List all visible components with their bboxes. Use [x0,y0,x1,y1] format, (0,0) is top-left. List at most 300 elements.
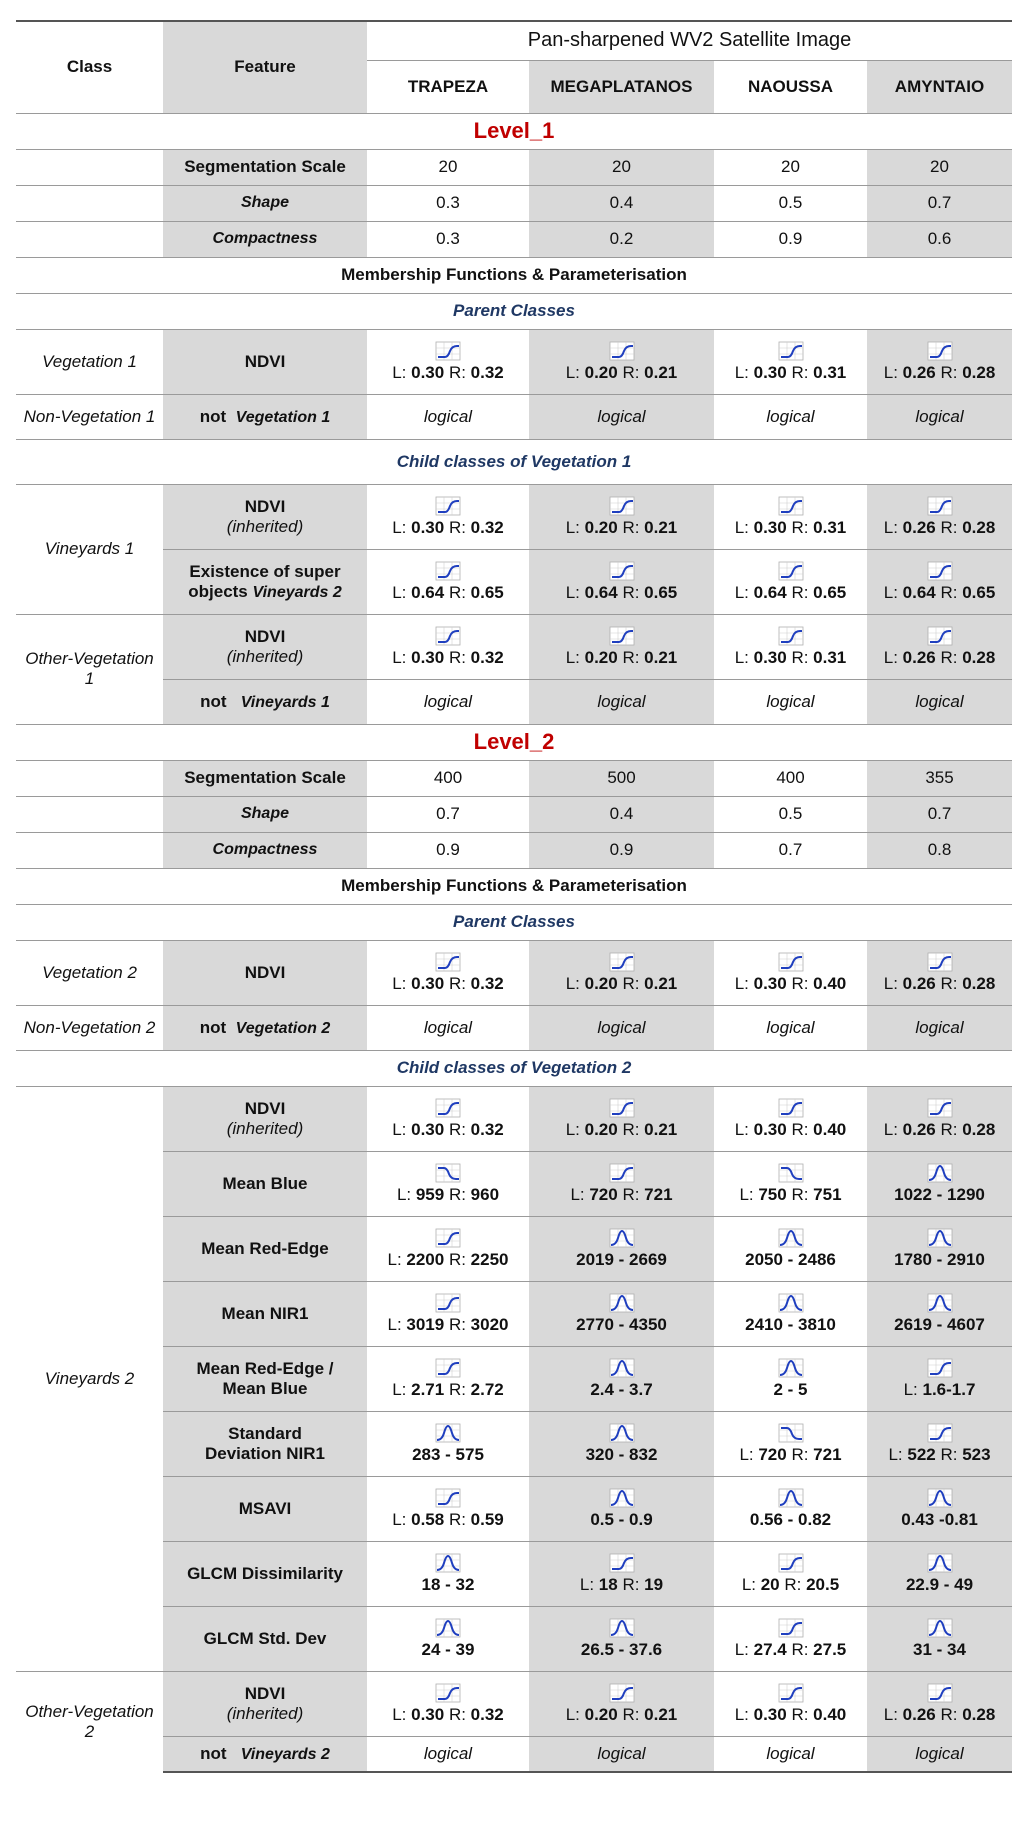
membership-cell [867,1346,1012,1411]
left-label: L: [883,517,903,537]
right-label: R: [935,1444,963,1464]
logical-cell: logical [867,1736,1012,1772]
range-value: 24 - 39 [421,1639,475,1659]
bell-icon [927,1228,953,1248]
parent-heading-l2-text: Parent Classes [16,904,1012,940]
feature-cell [163,1151,367,1216]
membership-cell [529,1476,714,1541]
seg-compact-row-l1 [16,221,1012,257]
right-label: R: [444,973,471,993]
feature-text: Existence of super [189,561,341,581]
right-value: 0.40 [813,1119,847,1139]
right-label: R: [779,1574,807,1594]
class-cell: Non-Vegetation 2 [16,1005,163,1050]
membership-value [871,1120,1008,1140]
seg-scale-row-l1 [16,149,1012,185]
membership-value [718,1575,863,1595]
left-value: 0.30 [753,647,787,667]
left-label: L: [392,1704,412,1724]
seg-value: 20 [867,149,1012,185]
membership-value [533,1510,710,1530]
right-value: 0.65 [962,582,996,602]
feature-text: Vineyards 1 [240,693,330,711]
left-value: 750 [758,1184,787,1204]
left-label: L: [392,647,412,667]
class-cell: Vineyards 1 [16,484,163,614]
feature-line [167,627,363,647]
right-label: R: [935,517,963,537]
right-value: 3020 [470,1314,509,1334]
seg-value: 0.7 [714,832,867,868]
membership-cell [714,549,867,614]
vine2-ndvi-row [16,1086,1012,1151]
right-value: 0.32 [470,1704,504,1724]
header-feature: Feature [163,21,367,113]
membership-cell [367,1151,529,1216]
right-label: R: [786,1444,814,1464]
feature-scale: Segmentation Scale [163,149,367,185]
logical-cell: logical [367,1005,529,1050]
right-value: 27.5 [813,1639,847,1659]
right-value: 0.21 [644,517,678,537]
membership-value [533,648,710,668]
rise-icon [927,1358,953,1378]
feature-text: NDVI [244,496,286,516]
right-value: 0.28 [962,647,996,667]
logical-cell: logical [714,1736,867,1772]
membership-value [871,1640,1008,1660]
left-label: L: [888,1444,908,1464]
bell-icon [927,1293,953,1313]
seg-value: 20 [714,149,867,185]
rise-icon [778,1683,804,1703]
right-value: 0.40 [813,1704,847,1724]
membership-cell [714,614,867,679]
membership-value [871,363,1008,383]
membership-cell [714,1606,867,1671]
logical-cell: logical [529,394,714,439]
rise-icon [435,1098,461,1118]
membership-value [718,583,863,603]
seg-shape-row-l1 [16,185,1012,221]
membership-value [718,648,863,668]
left-label: L: [734,362,754,382]
left-label: L: [565,517,585,537]
feature-line [167,582,363,602]
right-label: R: [786,973,814,993]
range-value: 2.4 - 3.7 [590,1379,653,1399]
feature-text: not [200,691,227,711]
membership-value [718,1380,863,1400]
membership-value [371,1705,525,1725]
membership-value [533,1445,710,1465]
feature-shape: Shape [163,796,367,832]
right-value: 751 [813,1184,842,1204]
feature-line [167,1704,363,1724]
othveg1-not-row [16,679,1012,724]
right-value: 0.21 [644,362,678,382]
right-value: 0.31 [813,362,847,382]
left-label: L: [883,582,903,602]
feature-cell [163,1411,367,1476]
nonveg2-row [16,1005,1012,1050]
left-value: 720 [589,1184,618,1204]
membership-cell [867,940,1012,1005]
feature-line [167,1444,363,1464]
left-value: 0.30 [411,1704,445,1724]
class-cell: Other-Vegetation 1 [16,614,163,724]
seg-value: 400 [367,760,529,796]
feature-line [167,1629,363,1649]
threshold-label: L: [903,1379,923,1399]
rise-icon [778,561,804,581]
membership-cell [367,1346,529,1411]
right-value: 19 [644,1574,664,1594]
left-label: L: [734,1704,754,1724]
feature-line [167,963,363,983]
right-label: R: [617,1704,645,1724]
mf-heading-l1 [16,257,1012,293]
othveg1-ndvi-row [16,614,1012,679]
rise-icon [778,1098,804,1118]
logical-cell: logical [529,1005,714,1050]
rise-icon [609,1163,635,1183]
seg-value: 0.7 [867,185,1012,221]
othveg2-ndvi-row [16,1671,1012,1736]
feature-cell [163,549,367,614]
logical-cell: logical [867,679,1012,724]
bell-icon [927,1163,953,1183]
right-value: 2.72 [470,1379,504,1399]
membership-cell [867,614,1012,679]
left-value: 0.30 [753,1704,787,1724]
right-value: 0.28 [962,517,996,537]
feature-line [167,1379,363,1399]
feature-line [167,1564,363,1584]
right-value: 0.65 [470,582,504,602]
feature-text: GLCM Std. Dev [203,1628,327,1648]
range-value: 2019 - 2669 [576,1249,667,1269]
right-value: 0.28 [962,1119,996,1139]
right-label: R: [786,582,814,602]
left-label: L: [565,647,585,667]
feature-compact: Compactness [163,832,367,868]
left-value: 720 [758,1444,787,1464]
left-label: L: [734,973,754,993]
membership-cell [529,1541,714,1606]
seg-value: 500 [529,760,714,796]
seg-value: 0.9 [529,832,714,868]
left-value: 0.20 [584,517,618,537]
membership-value [533,1640,710,1660]
empty-class-cell [16,760,163,796]
membership-value [533,1380,710,1400]
membership-value [718,1120,863,1140]
right-label: R: [786,647,814,667]
feature-line [167,497,363,517]
parent-heading-l1 [16,293,1012,329]
membership-value [371,974,525,994]
feature-line [167,1744,363,1764]
left-label: L: [392,1509,412,1529]
feature-line [167,1099,363,1119]
bell-icon [435,1618,461,1638]
feature-cell [163,940,367,1005]
range-value: 0.5 - 0.9 [590,1509,653,1529]
feature-text: Mean Red-Edge [201,1238,329,1258]
left-label: L: [579,1574,599,1594]
class-cell: Other-Vegetation 2 [16,1671,163,1772]
right-value: 523 [962,1444,991,1464]
membership-value [371,1250,525,1270]
logical-cell: logical [529,1736,714,1772]
right-label: R: [935,647,963,667]
membership-cell [529,1671,714,1736]
left-label: L: [883,647,903,667]
right-label: R: [444,1249,471,1269]
membership-cell [867,1541,1012,1606]
seg-value: 0.3 [367,185,529,221]
left-value: 522 [907,1444,936,1464]
feature-text: (inherited) [226,1118,304,1138]
membership-cell [367,549,529,614]
vine2-nir1-row [16,1281,1012,1346]
header-image-title: Pan-sharpened WV2 Satellite Image [367,21,1012,60]
rise-icon [778,496,804,516]
vine2-blue-row [16,1151,1012,1216]
membership-cell [867,1476,1012,1541]
membership-value [718,1510,863,1530]
level-2-heading [16,724,1012,760]
rise-icon [435,1488,461,1508]
right-label: R: [617,362,645,382]
feature-text: Mean Blue [222,1173,308,1193]
right-value: 0.65 [813,582,847,602]
veg1-row [16,329,1012,394]
vine2-sdnir-row [16,1411,1012,1476]
left-value: 0.20 [584,1119,618,1139]
membership-value [371,518,525,538]
left-value: 0.64 [902,582,936,602]
feature-line [167,352,363,372]
feature-line [167,1018,363,1038]
feature-line [167,562,363,582]
right-value: 0.21 [644,647,678,667]
bell-icon [609,1618,635,1638]
membership-cell [714,1086,867,1151]
seg-value: 0.9 [714,221,867,257]
left-value: 0.26 [902,1119,936,1139]
membership-value [371,1120,525,1140]
feature-text: not [199,1017,227,1037]
seg-scale-row-l2 [16,760,1012,796]
feature-text: Deviation NIR1 [205,1443,325,1463]
right-value: 2250 [470,1249,509,1269]
logical-cell: logical [867,394,1012,439]
rise-icon [609,1553,635,1573]
bell-icon [778,1488,804,1508]
logical-cell: logical [367,1736,529,1772]
feature-text: GLCM Dissimilarity [187,1563,343,1583]
seg-value: 0.8 [867,832,1012,868]
membership-value [371,648,525,668]
membership-value [371,1640,525,1660]
membership-value [871,974,1008,994]
feature-text: Vegetation 1 [235,408,331,426]
left-value: 0.30 [411,1119,445,1139]
class-cell: Vegetation 2 [16,940,163,1005]
left-value: 0.30 [753,362,787,382]
child-heading-l1-text: Child classes of Vegetation 1 [16,439,1012,484]
right-label: R: [786,1704,814,1724]
membership-value [533,1575,710,1595]
membership-value [371,1380,525,1400]
left-value: 0.20 [584,973,618,993]
logical-cell: logical [714,394,867,439]
feature-text: Vineyards 2 [252,583,342,601]
range-value: 18 - 32 [421,1574,475,1594]
feature-text: NDVI [244,1098,286,1118]
seg-value: 0.2 [529,221,714,257]
parent-heading-l1-text: Parent Classes [16,293,1012,329]
rise-icon [435,952,461,972]
mf-heading-l2 [16,868,1012,904]
rise-icon [609,496,635,516]
parameter-table-wrap [16,20,1012,1773]
membership-cell [867,1151,1012,1216]
seg-value: 0.3 [367,221,529,257]
range-value: 2410 - 3810 [745,1314,836,1334]
left-label: L: [565,973,585,993]
membership-cell [714,1541,867,1606]
mf-heading-l2-text: Membership Functions & Parameterisation [16,868,1012,904]
membership-cell [714,1346,867,1411]
membership-cell [867,1671,1012,1736]
vine1-ndvi-row [16,484,1012,549]
left-value: 0.20 [584,1704,618,1724]
membership-cell [367,484,529,549]
membership-cell [714,1476,867,1541]
left-label: L: [883,1119,903,1139]
rise-icon [435,1358,461,1378]
left-label: L: [565,1119,585,1139]
level-1-heading-text: Level_1 [16,113,1012,149]
range-value: 283 - 575 [412,1444,484,1464]
right-label: R: [444,647,471,667]
membership-value [718,1445,863,1465]
header-site: MEGAPLATANOS [529,60,714,113]
feature-line [167,647,363,667]
right-value: 0.32 [470,647,504,667]
feature-line [167,1239,363,1259]
vine2-glcmsd-row [16,1606,1012,1671]
fall-icon [778,1163,804,1183]
membership-value [718,1250,863,1270]
bell-icon [927,1618,953,1638]
mf-heading-l1-text: Membership Functions & Parameterisation [16,257,1012,293]
right-value: 960 [470,1184,500,1204]
left-value: 0.30 [753,517,787,537]
right-label: R: [786,517,814,537]
left-label: L: [883,973,903,993]
left-label: L: [392,582,412,602]
left-label: L: [565,1704,585,1724]
left-value: 0.58 [411,1509,445,1529]
membership-value [533,1315,710,1335]
membership-cell [367,1671,529,1736]
left-label: L: [396,1184,416,1204]
membership-value [718,1640,863,1660]
left-value: 959 [415,1184,445,1204]
feature-line [167,1499,363,1519]
feature-cell [163,1671,367,1736]
membership-cell [714,1216,867,1281]
membership-cell [367,940,529,1005]
left-label: L: [570,1184,590,1204]
feature-compact: Compactness [163,221,367,257]
membership-cell [529,1086,714,1151]
bell-icon [927,1553,953,1573]
membership-value [533,974,710,994]
seg-value: 0.5 [714,796,867,832]
right-label: R: [444,517,471,537]
othveg2-not-row [16,1736,1012,1772]
membership-cell [529,1281,714,1346]
membership-value [871,1315,1008,1335]
rise-icon [778,952,804,972]
logical-cell: logical [367,679,529,724]
feature-cell [163,394,367,439]
left-label: L: [734,517,754,537]
rise-icon [778,341,804,361]
seg-value: 0.4 [529,185,714,221]
right-label: R: [617,647,645,667]
range-value: 2770 - 4350 [576,1314,667,1334]
membership-cell [714,940,867,1005]
fall-icon [778,1423,804,1443]
left-label: L: [734,1639,754,1659]
level-1-heading [16,113,1012,149]
right-value: 0.21 [644,1119,678,1139]
membership-cell [367,329,529,394]
membership-cell [367,1216,529,1281]
left-label: L: [392,1379,412,1399]
membership-value [718,1315,863,1335]
rise-icon [778,626,804,646]
seg-value: 0.4 [529,796,714,832]
rise-icon [609,626,635,646]
empty-class-cell [16,832,163,868]
empty-class-cell [16,185,163,221]
feature-cell [163,614,367,679]
right-value: 721 [644,1184,673,1204]
bell-icon [927,1488,953,1508]
left-label: L: [734,1119,754,1139]
left-value: 27.4 [753,1639,787,1659]
logical-cell: logical [867,1005,1012,1050]
right-value: 0.32 [470,362,504,382]
left-label: L: [392,517,412,537]
right-label: R: [786,362,814,382]
seg-value: 0.5 [714,185,867,221]
membership-cell [867,549,1012,614]
right-label: R: [444,1119,471,1139]
feature-cell [163,1476,367,1541]
membership-cell [529,484,714,549]
class-cell: Non-Vegetation 1 [16,394,163,439]
membership-value [371,1315,525,1335]
empty-class-cell [16,149,163,185]
